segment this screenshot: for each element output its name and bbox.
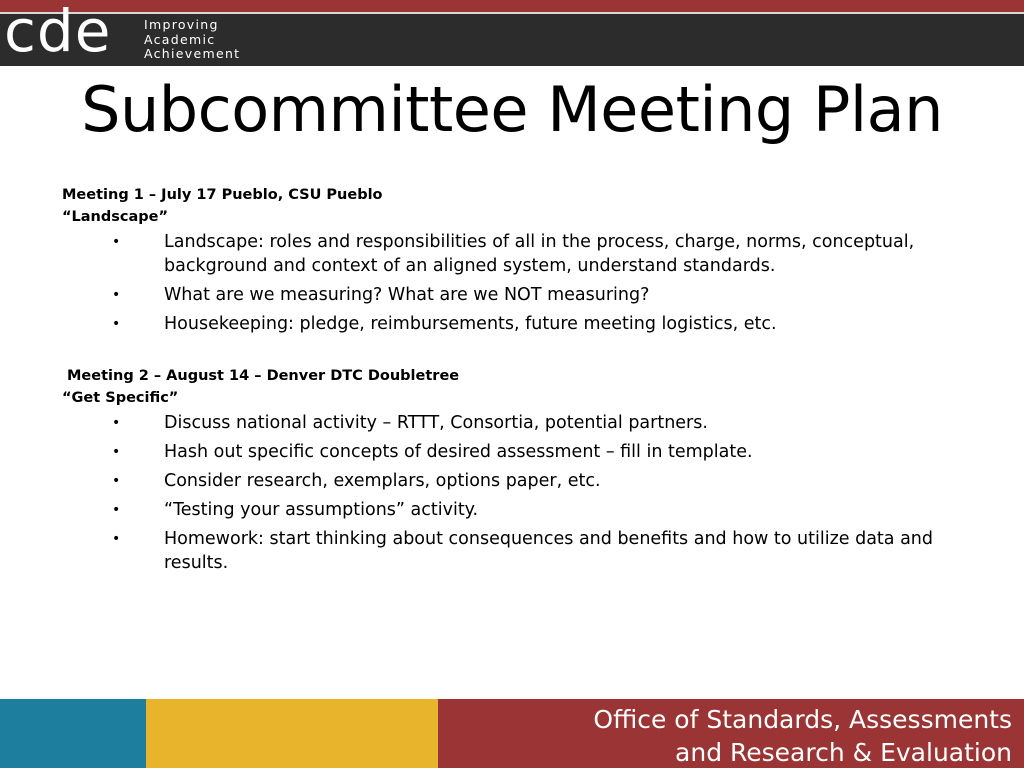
slide-title: Subcommittee Meeting Plan — [81, 73, 943, 146]
footer-bar — [0, 699, 1024, 768]
bullet-text: What are we measuring? What are we NOT measuring? — [164, 285, 650, 305]
bullet-text: Consider research, exemplars, options paper, etc. — [164, 471, 601, 491]
logo-wordmark: cde — [4, 0, 112, 65]
tagline-line-2: Academic — [144, 31, 216, 47]
footer-yellow-block — [146, 699, 438, 768]
list-item — [62, 283, 962, 307]
tagline-line-3: Achievement — [144, 46, 241, 61]
bullet-icon: • — [112, 234, 121, 250]
list-item — [62, 498, 962, 522]
list-item — [62, 527, 962, 575]
meeting-2-bullet-list — [62, 411, 962, 575]
bullet-icon: • — [112, 531, 121, 547]
footer-blue-block — [0, 699, 146, 768]
footer-office-name — [593, 703, 1012, 768]
bullet-text: Housekeeping: pledge, reimbursements, future meeting logistics, etc. — [164, 314, 777, 334]
bullet-icon: • — [112, 502, 121, 518]
bullet-icon: • — [112, 415, 121, 431]
bullet-text: Discuss national activity – RTTT, Consortia, potential partners. — [164, 413, 708, 433]
footer-line-1: Office of Standards, Assessments — [593, 705, 1012, 734]
list-item — [62, 312, 962, 336]
tagline-line-1: Improving — [144, 17, 219, 32]
logo-tagline — [144, 18, 240, 62]
meeting-1-heading: Meeting 1 – July 17 Pueblo, CSU Pueblo — [62, 187, 383, 203]
slide-body — [62, 184, 962, 580]
footer-line-2: and Research & Evaluation — [675, 738, 1012, 767]
meeting-1-theme: “Landscape” — [62, 209, 169, 225]
top-accent-stripe — [0, 0, 1024, 12]
bullet-icon: • — [112, 444, 121, 460]
list-item — [62, 469, 962, 493]
list-item — [62, 440, 962, 464]
list-item — [62, 411, 962, 435]
bullet-icon: • — [112, 316, 121, 332]
bullet-icon: • — [112, 287, 121, 303]
list-item — [62, 230, 962, 278]
meeting-2-heading: Meeting 2 – August 14 – Denver DTC Doubletree — [67, 368, 460, 384]
bullet-text: Hash out specific concepts of desired assessment – fill in template. — [164, 442, 753, 462]
meeting-2-theme: “Get Specific” — [62, 390, 179, 406]
footer-red-block — [438, 699, 1024, 768]
bullet-text: “Testing your assumptions” activity. — [164, 500, 479, 520]
bullet-text: Homework: start thinking about consequences and benefits and how to utilize data and results. — [164, 529, 933, 573]
bullet-icon: • — [112, 473, 121, 489]
cde-logo — [4, 0, 244, 66]
bullet-text: Landscape: roles and responsibilities of all in the process, charge, norms, conceptual, background and context of an aligned system, understand standards. — [164, 232, 915, 276]
section-spacer — [62, 341, 962, 365]
meeting-1-bullet-list — [62, 230, 962, 336]
